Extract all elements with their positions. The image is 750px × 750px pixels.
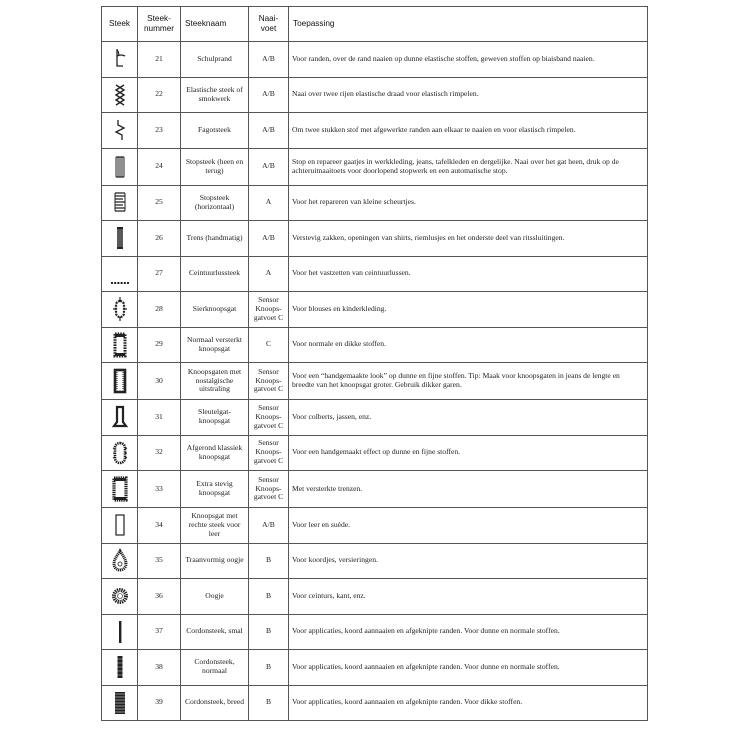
stitch-application: Voor het repareren van kleine scheurtjes. [289, 185, 648, 221]
presser-foot: B [249, 685, 289, 721]
stitch-name: Traanvormig oogje [181, 543, 249, 579]
satin-narrow-icon [105, 619, 134, 645]
presser-foot: A/B [249, 508, 289, 544]
stitch-number: 30 [138, 363, 181, 400]
stitch-number: 26 [138, 221, 181, 257]
stitch-name: Fagotsteek [181, 113, 249, 149]
presser-foot: Sensor Knoops-gatvoet C [249, 292, 289, 328]
reinforced-buttonhole-icon [105, 332, 134, 358]
presser-foot: Sensor Knoops-gatvoet C [249, 471, 289, 508]
table-row [102, 221, 648, 257]
stitch-name: Trens (handmatig) [181, 221, 249, 257]
stitch-name: Afgerond klassiek knoopsgat [181, 435, 249, 471]
stitch-number: 28 [138, 292, 181, 328]
stitch-cell [102, 579, 138, 615]
stitch-table [101, 6, 648, 721]
table-row [102, 614, 648, 650]
stitch-application: Voor randen, over de rand naaien op dunne elastische stoffen, geweven stoffen op biaisband naaien. [289, 42, 648, 78]
stitch-application: Voor het vastzetten van ceintuurlussen. [289, 256, 648, 292]
presser-foot: B [249, 650, 289, 686]
stitch-name: Normaal versterkt knoopsgat [181, 327, 249, 363]
presser-foot: A/B [249, 42, 289, 78]
stitch-name: Ceintuurlussteek [181, 256, 249, 292]
stitch-cell [102, 471, 138, 508]
stitch-cell [102, 363, 138, 400]
stitch-number: 34 [138, 508, 181, 544]
stitch-application: Voor koordjes, versieringen. [289, 543, 648, 579]
stitch-application: Voor applicaties, koord aannaaien en afgeknipte randen. Voor dikke stoffen. [289, 685, 648, 721]
stitch-name: Sierknoopsgat [181, 292, 249, 328]
presser-foot: Sensor Knoops-gatvoet C [249, 435, 289, 471]
darning-vertical-icon [105, 154, 134, 180]
header-application: Toepassing [289, 7, 648, 42]
decorative-buttonhole-icon [105, 296, 134, 322]
stitch-cell [102, 113, 138, 149]
presser-foot: A/B [249, 221, 289, 257]
stitch-number: 31 [138, 400, 181, 436]
stitch-number: 24 [138, 148, 181, 185]
stitch-number: 33 [138, 471, 181, 508]
stitch-cell [102, 685, 138, 721]
stitch-number: 37 [138, 614, 181, 650]
stitch-cell [102, 77, 138, 113]
stitch-application: Voor ceinturs, kant, enz. [289, 579, 648, 615]
stitch-number: 29 [138, 327, 181, 363]
table-row [102, 42, 648, 78]
stitch-application: Voor applicaties, koord aannaaien en afgeknipte randen. Voor dunne en normale stoffen. [289, 650, 648, 686]
stitch-application: Naai over twee rijen elastische draad voor elastisch rimpelen. [289, 77, 648, 113]
table-row [102, 77, 648, 113]
stitch-name: Extra stevig knoopsgat [181, 471, 249, 508]
stitch-cell [102, 185, 138, 221]
stitch-name: Cordonsteek, normaal [181, 650, 249, 686]
presser-foot: A/B [249, 77, 289, 113]
stitch-application: Stop en repareer gaatjes in werkkleding, jeans, tafelkleden en dergelijke. Naai over het gat heen, druk op de achteruitnaaitoets voor doorlopend stopwerk en een automatische stop. [289, 148, 648, 185]
stitch-number: 36 [138, 579, 181, 615]
stitch-application: Voor blouses en kinderkleding. [289, 292, 648, 328]
belt-loop-icon [105, 261, 134, 287]
stitch-name: Knoopsgaten met nostalgische uitstraling [181, 363, 249, 400]
stitch-cell [102, 221, 138, 257]
extra-strong-buttonhole-icon [105, 476, 134, 502]
stitch-name: Elastische steek of smokwerk [181, 77, 249, 113]
keyhole-buttonhole-icon [105, 404, 134, 430]
stitch-application: Met versterkte trenzen. [289, 471, 648, 508]
stitch-application: Verstevig zakken, openingen van shirts, riemlusjes en het onderste deel van ritssluitingen. [289, 221, 648, 257]
stitch-application: Voor colberts, jassen, enz. [289, 400, 648, 436]
table-row [102, 579, 648, 615]
stitch-cell [102, 400, 138, 436]
stitch-name: Oogje [181, 579, 249, 615]
presser-foot: Sensor Knoops-gatvoet C [249, 400, 289, 436]
stitch-number: 25 [138, 185, 181, 221]
stitch-cell [102, 256, 138, 292]
presser-foot: A [249, 185, 289, 221]
stitch-cell [102, 327, 138, 363]
teardrop-eyelet-icon [105, 548, 134, 574]
header-foot: Naai- voet [249, 7, 289, 42]
satin-normal-icon [105, 654, 134, 680]
table-row [102, 327, 648, 363]
stitch-cell [102, 508, 138, 544]
presser-foot: A [249, 256, 289, 292]
presser-foot: A/B [249, 113, 289, 149]
table-row [102, 508, 648, 544]
table-row [102, 471, 648, 508]
stitch-number: 23 [138, 113, 181, 149]
stitch-name: Stopsteek (horizontaal) [181, 185, 249, 221]
table-row [102, 185, 648, 221]
header-number: Steek- nummer [138, 7, 181, 42]
stitch-name: Sleutelgat-knoopsgat [181, 400, 249, 436]
stitch-name: Knoopsgat met rechte steek voor leer [181, 508, 249, 544]
heirloom-buttonhole-icon [105, 368, 134, 394]
stitch-application: Voor leer en suède. [289, 508, 648, 544]
stitch-number: 27 [138, 256, 181, 292]
presser-foot: B [249, 614, 289, 650]
stitch-application: Voor een handgemaakt effect op dunne en fijne stoffen. [289, 435, 648, 471]
bartack-icon [105, 225, 134, 251]
smocking-stitch-icon [105, 82, 134, 108]
table-row [102, 148, 648, 185]
stitch-cell [102, 148, 138, 185]
stitch-number: 39 [138, 685, 181, 721]
darning-horizontal-icon [105, 190, 134, 216]
stitch-cell [102, 650, 138, 686]
scallop-stitch-icon [105, 46, 134, 72]
stitch-number: 21 [138, 42, 181, 78]
presser-foot: Sensor Knoops-gatvoet C [249, 363, 289, 400]
stitch-name: Schulprand [181, 42, 249, 78]
fagoting-stitch-icon [105, 117, 134, 143]
stitch-name: Cordonsteek, breed [181, 685, 249, 721]
stitch-cell [102, 42, 138, 78]
stitch-number: 38 [138, 650, 181, 686]
presser-foot: B [249, 579, 289, 615]
table-row [102, 543, 648, 579]
stitch-application: Om twee stukken stof met afgewerkte randen aan elkaar te naaien en voor elastisch rimpelen. [289, 113, 648, 149]
presser-foot: B [249, 543, 289, 579]
rounded-classic-buttonhole-icon [105, 440, 134, 466]
presser-foot: C [249, 327, 289, 363]
stitch-number: 22 [138, 77, 181, 113]
presser-foot: A/B [249, 148, 289, 185]
satin-wide-icon [105, 690, 134, 716]
table-row [102, 363, 648, 400]
stitch-application: Voor normale en dikke stoffen. [289, 327, 648, 363]
stitch-cell [102, 543, 138, 579]
straight-stitch-buttonhole-icon [105, 512, 134, 538]
eyelet-icon [105, 583, 134, 609]
header-name: Steeknaam [181, 7, 249, 42]
stitch-application: Voor een “handgemaakte look” op dunne en fijne stoffen. Tip: Maak voor knoopsgaten in jeans de lengte en breedte van het knoopsgat groter. Gebruik dikker garen. [289, 363, 648, 400]
table-row [102, 435, 648, 471]
table-row [102, 256, 648, 292]
stitch-cell [102, 614, 138, 650]
table-row [102, 400, 648, 436]
stitch-cell [102, 435, 138, 471]
table-row [102, 113, 648, 149]
table-row [102, 650, 648, 686]
table-row [102, 292, 648, 328]
table-header-row [102, 7, 648, 42]
stitch-application: Voor applicaties, koord aannaaien en afgeknipte randen. Voor dunne en normale stoffen. [289, 614, 648, 650]
stitch-number: 32 [138, 435, 181, 471]
table-row [102, 685, 648, 721]
stitch-number: 35 [138, 543, 181, 579]
stitch-name: Stopsteek (heen en terug) [181, 148, 249, 185]
stitch-name: Cordonsteek, smal [181, 614, 249, 650]
stitch-cell [102, 292, 138, 328]
header-stitch: Steek [102, 7, 138, 42]
